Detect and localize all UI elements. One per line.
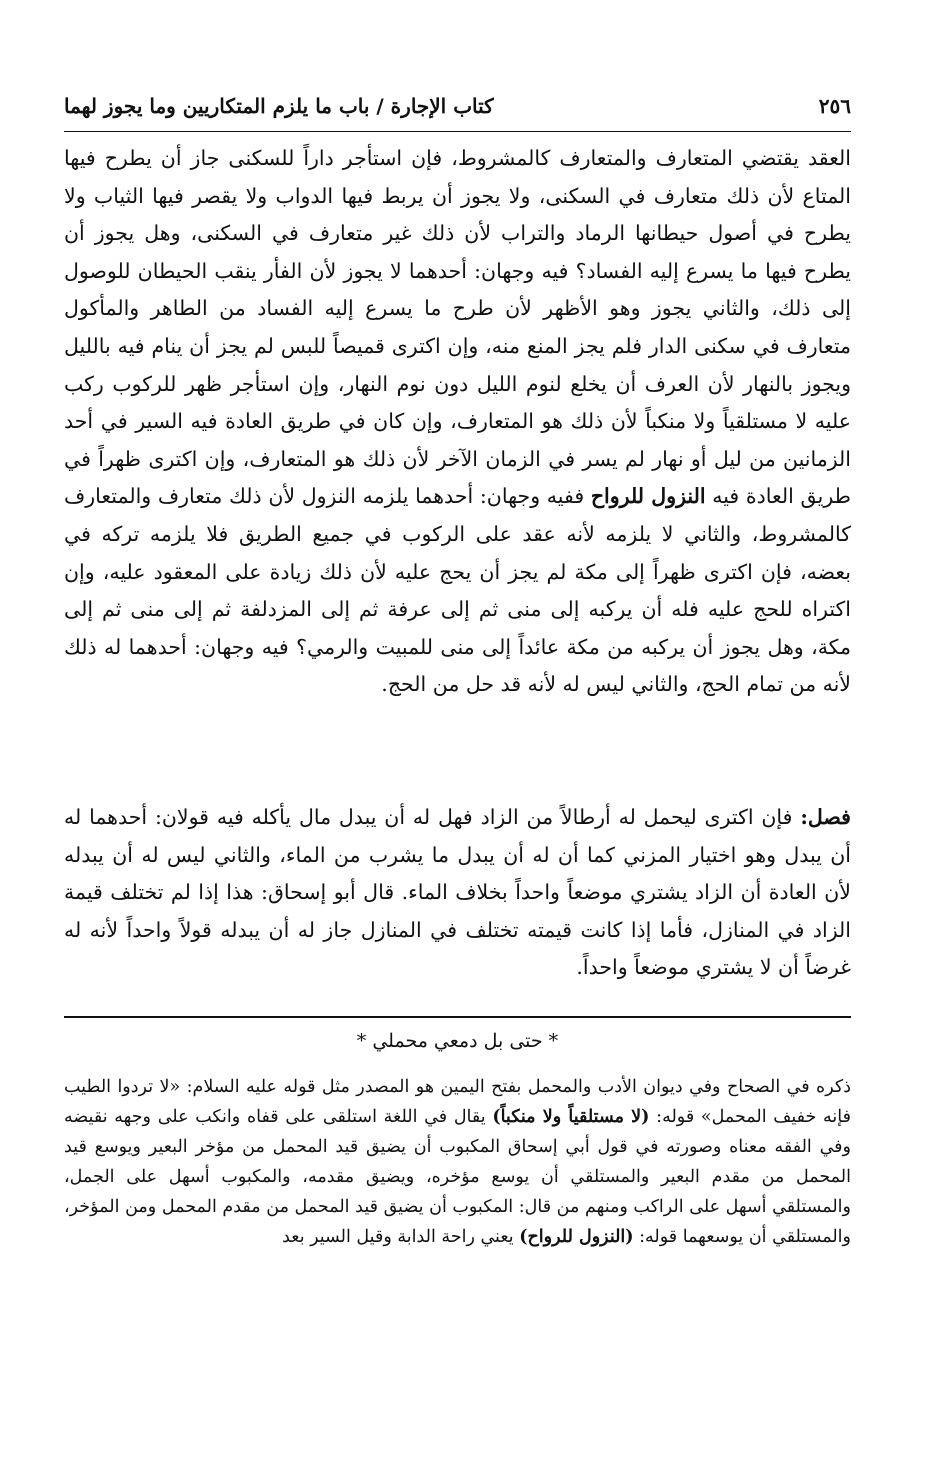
running-title: كتاب الإجارة / باب ما يلزم المتكاريين وما يجوز لهما: [64, 94, 494, 118]
fasl-paragraph: [64, 799, 851, 987]
fasl-label: فصل:: [800, 805, 851, 829]
footnote-part-1: ذكره في الصحاح وفي ديوان الأدب والمحمل بفتح اليمين هو المصدر مثل قوله عليه السلام: «لا تردوا الطيب فإنه خفيف المحمل» قوله:: [64, 1077, 852, 1127]
page-number: ٢٥٦: [818, 94, 851, 118]
footnotes-paragraph: [64, 1072, 851, 1252]
header-rule: [64, 131, 851, 132]
footnote-part-2: يقال في اللغة استلقى على قفاه وانكب على وجهه نقيضه وفي الفقه معناه وصورته في قول أبي إسحاق المكبوب أن يضيق قيد المحمل من مؤخر البعير ويوسع قيد المحمل من مقدم البعير والمستلقي أن يوسع مؤخره، ويضيق مقدمه، والمكبوب أسهل على الجمل، والمستلقي أسهل على الراكب ومنهم من قال: المكبوب أن يضيق قيد المحمل من مقدم المحمل ومن المؤخر، والمستلقي أن يوسعهما قوله:: [64, 1107, 851, 1247]
bold-phrase-nuzul: النزول للرواح: [590, 484, 706, 509]
footnotes-text: [64, 1072, 851, 1252]
main-text-block: [64, 140, 851, 704]
running-header: [64, 86, 851, 126]
footnote-bold-2: (النزول للرواح): [519, 1227, 634, 1247]
footnote-bold-1: (لا مستلقياً ولا منكباً): [492, 1107, 650, 1127]
main-paragraph-part-1: العقد يقتضي المتعارف والمتعارف كالمشروط، فإن استأجر داراً للسكنى جاز أن يطرح فيها المتاع لأن ذلك متعارف في السكنى، ولا يجوز أن يربط فيها الدواب ولا يقصر فيها الثياب ولا يطرح في أصول حيطانها الرماد والتراب لأن ذلك غير متعارف في السكنى، وهل يجوز أن يطرح فيها ما يسرع إليه الفساد؟ فيه وجهان: أحدهما لا يجوز لأن الفأر ينقب الحيطان للوصول إلى ذلك، والثاني يجوز وهو الأظهر لأن طرح ما يسرع إليه الفساد من الطاهر والمأكول متعارف في سكنى الدار فلم يجز المنع منه، وإن اكترى قميصاً للبس لم يجز أن ينام فيه بالليل ويجوز بالنهار لأن العرف أن يخلع لنوم الليل دون نوم النهار، وإن استأجر ظهر للركوب ركب عليه لا مستلقياً ولا منكباً لأن ذلك هو المتعارف، وإن كان في طريق العادة فيه السير في أحد الزمانين من ليل أو نهار لم يسر في الزمان الآخر لأن ذلك هو المتعارف، وإن اكترى ظهراً في طريق العادة فيه: [64, 146, 851, 509]
main-paragraph: [64, 140, 851, 704]
fasl-section: [64, 799, 851, 987]
footnotes-rule: [64, 1016, 851, 1018]
fasl-text: فإن اكترى ليحمل له أرطالاً من الزاد فهل له أن يبدل مال يأكله فيه قولان: أحدهما له أن يبدل وهو اختيار المزني كما أن له أن يبدل ما يشرب من الماء، والثاني ليس له أن يبدله لأن العادة أن الزاد يشتري موضعاً واحداً بخلاف الماء. قال أبو إسحاق: هذا إذا لم تختلف قيمة الزاد في المنازل، فأما إذا كانت قيمته تختلف في المنازل جاز له أن يبدله قولاً واحداً لأنه له غرضاً أن لا يشتري موضعاً واحداً.: [64, 805, 851, 980]
footnote-part-3: يعني راحة الدابة وقيل السير بعد: [282, 1227, 514, 1247]
footnotes-title: * حتى بل دمعي محملي *: [356, 1030, 559, 1052]
main-paragraph-part-2: ففيه وجهان: أحدهما يلزمه النزول لأن ذلك متعارف والمتعارف كالمشروط، والثاني لا يلزمه لأنه عقد على الركوب في جميع الطريق فلا يلزمه تركه في بعضه، فإن اكترى ظهراً إلى مكة لم يجز أن يحج عليه لأن ذلك زيادة على المعقود عليه، وإن اكتراه للحج عليه فله أن يركبه إلى منى ثم إلى عرفة ثم إلى المزدلفة ثم إلى منى ثم إلى مكة، وهل يجوز أن يركبه من مكة عائداً إلى منى للمبيت والرمي؟ فيه وجهان: أحدهما له ذلك لأنه من تمام الحج، والثاني ليس له لأنه قد حل من الحج.: [64, 484, 851, 697]
